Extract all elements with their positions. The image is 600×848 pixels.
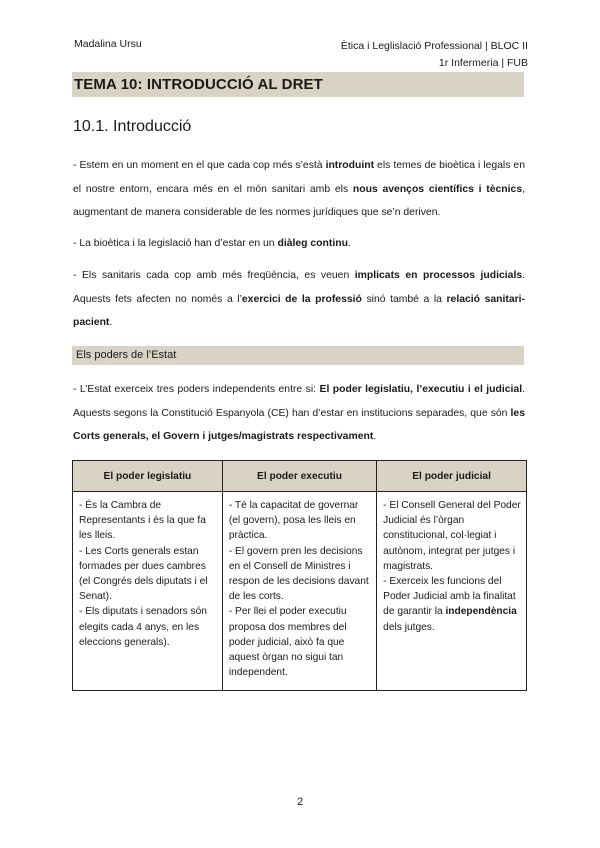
paragraph-dialeg: - La bioètica i la legislació han d’estar en un diàleg continu.	[73, 238, 351, 249]
list-item: - Exerceix les funcions del Poder Judicial amb la finalitat de garantir la independència dels jutges.	[383, 576, 517, 633]
header-group: 1r Infermeria | FUB	[438, 57, 528, 69]
cell-legislatiu	[73, 492, 223, 691]
table-header-executiu: El poder executiu	[222, 461, 376, 492]
list-item: - El Consell General del Poder Judicial és l’òrgan constitucional, col·legiat i autònom, integrat per jutges i magistrats.	[383, 500, 521, 572]
section-title: 10.1. Introducció	[73, 118, 192, 135]
paragraph-sanitaris: - Els sanitaris cada cop amb més freqüència, es veuen implicats en processos judicials. Aquests fets afecten no només a l’exercici de la professió sinó també a la relació sanitari-pacient.	[73, 270, 526, 328]
table-header-legislatiu: El poder legislatiu	[73, 461, 223, 492]
list-item: - Té la capacitat de governar (el govern), posa les lleis en pràctica.	[228, 500, 359, 542]
paragraph-poders: - L’Estat exerceix tres poders independents entre si: El poder legislatiu, l’executiu i el judicial. Aquests segons la Constitució Espanyola (CE) han d’estar en institucions separades, que són les Corts generals, el Govern i jutges/magistrats respectivament.	[73, 384, 525, 442]
list-item: - Per llei el poder executiu proposa dos membres del poder judicial, això fa que aquest òrgan no sigui tan independent.	[228, 606, 347, 679]
table-header-judicial: El poder judicial	[377, 461, 527, 492]
tema-title: TEMA 10: INTRODUCCIÓ AL DRET	[72, 72, 524, 97]
list-item: - Els diputats i senadors són elegits cada 4 anys, en les eleccions generals).	[79, 606, 207, 648]
list-item: - El govern pren les decisions en el Consell de Ministres i respon de les decisions davant de les corts.	[228, 545, 369, 603]
cell-judicial	[377, 492, 527, 691]
cell-executiu	[222, 492, 376, 691]
poders-table	[72, 460, 527, 691]
table-header-row	[73, 461, 527, 492]
list-item: - Les Corts generals estan formades per dues cambres (el Congrés dels diputats i el Senat).	[79, 545, 208, 603]
header-course: Ètica i Leglislació Professional | BLOC II	[340, 40, 528, 52]
page-number: 2	[296, 796, 304, 808]
list-item: - És la Cambra de Representants i és la que fa les lleis.	[79, 500, 206, 542]
paragraph-intro: - Estem en un moment en el que cada cop més s’està introduint els temes de bioètica i legals en el nostre entorn, encara més en el món sanitari amb els nous avenços científics i tècnics, augmentant de manera considerable de les normes jurídiques que se’n deriven.	[73, 160, 525, 218]
subheading-poders: Els poders de l’Estat	[72, 346, 524, 365]
table-row	[73, 492, 527, 691]
header-course-info	[341, 38, 528, 72]
header-author: Madalina Ursu	[74, 38, 142, 50]
